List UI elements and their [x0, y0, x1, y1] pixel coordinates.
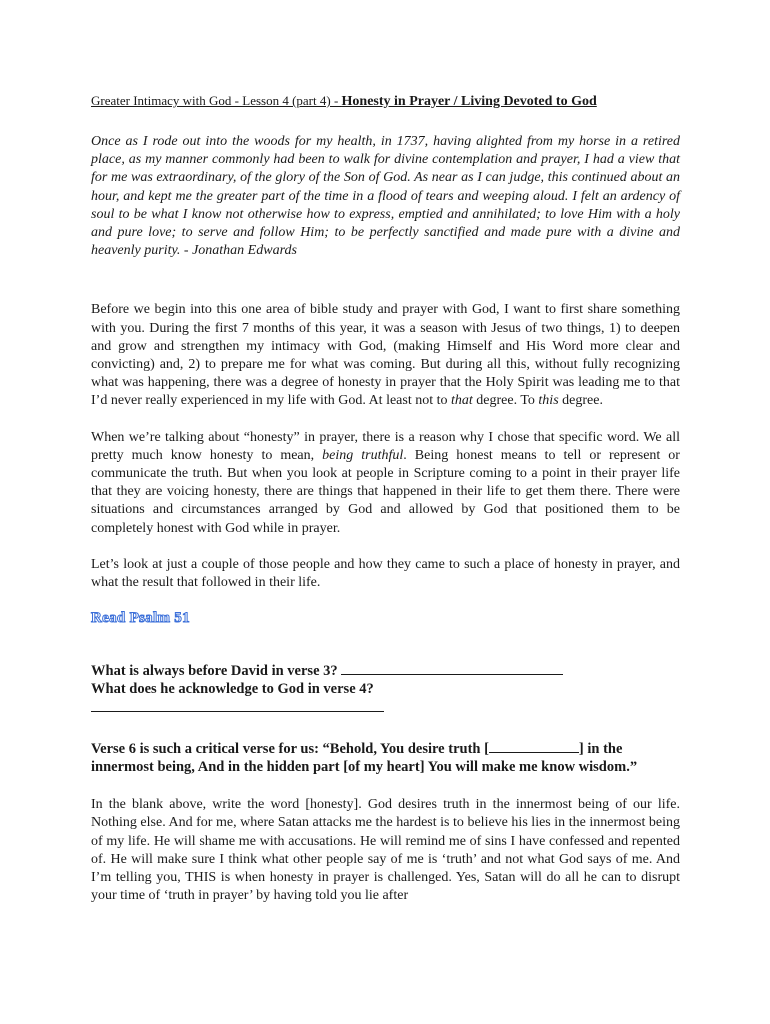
verse-blank[interactable] — [489, 739, 579, 753]
intro-text-a: Before we begin into this one area of bible study and prayer with God, I want to first share something with you. During the first 7 months of this year, it was a season with Jesus of two things, 1) to deepen and grow and strengthen my intimacy with God, (making Himself and His Word more clear and convicting) and, 2) to prepare me for what was coming. But during all this, without fully recognizing what was happening, there was a degree of honesty in prayer that the Holy Spirit was leading me to that I’d never really experienced in my life with God. At least not to — [91, 302, 680, 409]
verse-6-block — [91, 739, 680, 776]
edwards-quote: Once as I rode out into the woods for my health, in 1737, having alighted from my horse in a retired place, as my manner commonly had been to walk for divine contemplation and prayer, I had a view that for me was extraordinary, of the glory of the Son of God. As near as I can judge, this continued about an hour, and kept me the greater part of the time in a flood of tears and weeping aloud. I felt an ardency of soul to be what I know not otherwise how to express, emptied and annihilated; to love Him with a holy and pure love; to serve and follow Him; to be perfectly sanctified and made pure with a divine and heavenly purity. - Jonathan Edwards — [91, 134, 680, 259]
questions-block — [91, 661, 680, 717]
answer-blank-1[interactable] — [341, 661, 563, 675]
read-psalm-link[interactable]: Read Psalm 51 — [91, 610, 190, 627]
honesty-text-a: When we’re talking about “honesty” in prayer, there is a reason why I chose that specific word. We all pretty much know honesty to mean, — [91, 429, 680, 463]
verse-text-b: ] in the innermost being, And in the hidden part [of my heart] You will make me know wisdom.” — [91, 741, 638, 776]
intro-paragraph — [91, 301, 680, 410]
intro-emphasis-this: this — [538, 393, 559, 409]
question-1-text: What is always before David in verse 3? — [91, 663, 342, 680]
truth-paragraph: In the blank above, write the word [honesty]. God desires truth in the innermost being of our life. Nothing else. And for me, where Satan attacks me the hardest is to believe his lies in the innermost being of my life. He will shame me with accusations. He will remind me of sins I have confessed and repented of. He will make sure I think what other people say of me is ‘truth’ and not what God says of me. And I’m telling you, THIS is when honesty in prayer is challenged. Yes, Satan will do all he can to disrupt your time of ‘truth in prayer’ by having told you lie after — [91, 797, 680, 904]
lesson-title — [91, 92, 680, 111]
verse-text-a: Verse 6 is such a critical verse for us: “Behold, You desire truth [ — [91, 741, 489, 758]
intro-emphasis-that: that — [451, 393, 473, 409]
title-prefix: Greater Intimacy with God - Lesson 4 (part 4) - — [91, 93, 342, 108]
answer-blank-2-line — [91, 698, 680, 717]
honesty-paragraph — [91, 429, 680, 538]
answer-blank-2[interactable] — [91, 698, 384, 712]
question-verse-3 — [91, 661, 680, 680]
question-verse-4 — [91, 680, 680, 698]
intro-text-c: degree. — [558, 393, 603, 409]
document-body — [91, 92, 680, 905]
honesty-text-b: . Being honest means to tell or represent or communicate the truth. But when you look at people in Scripture coming to a point in their prayer life that they are voicing honesty, there are things that happened in their life to get them there. There were situations and circumstances arranged by God and allowed by God that positioned them to be completely honest with God while in prayer. — [91, 447, 680, 536]
people-paragraph: Let’s look at just a couple of those people and how they came to such a place of honesty in prayer, and what the result that followed in their life. — [91, 556, 680, 591]
title-main: Honesty in Prayer / Living Devoted to God — [341, 94, 597, 109]
honesty-emphasis: being truthful — [322, 447, 404, 463]
question-2-text: What does he acknowledge to God in verse 4? — [91, 681, 374, 698]
intro-text-b: degree. To — [472, 393, 539, 409]
